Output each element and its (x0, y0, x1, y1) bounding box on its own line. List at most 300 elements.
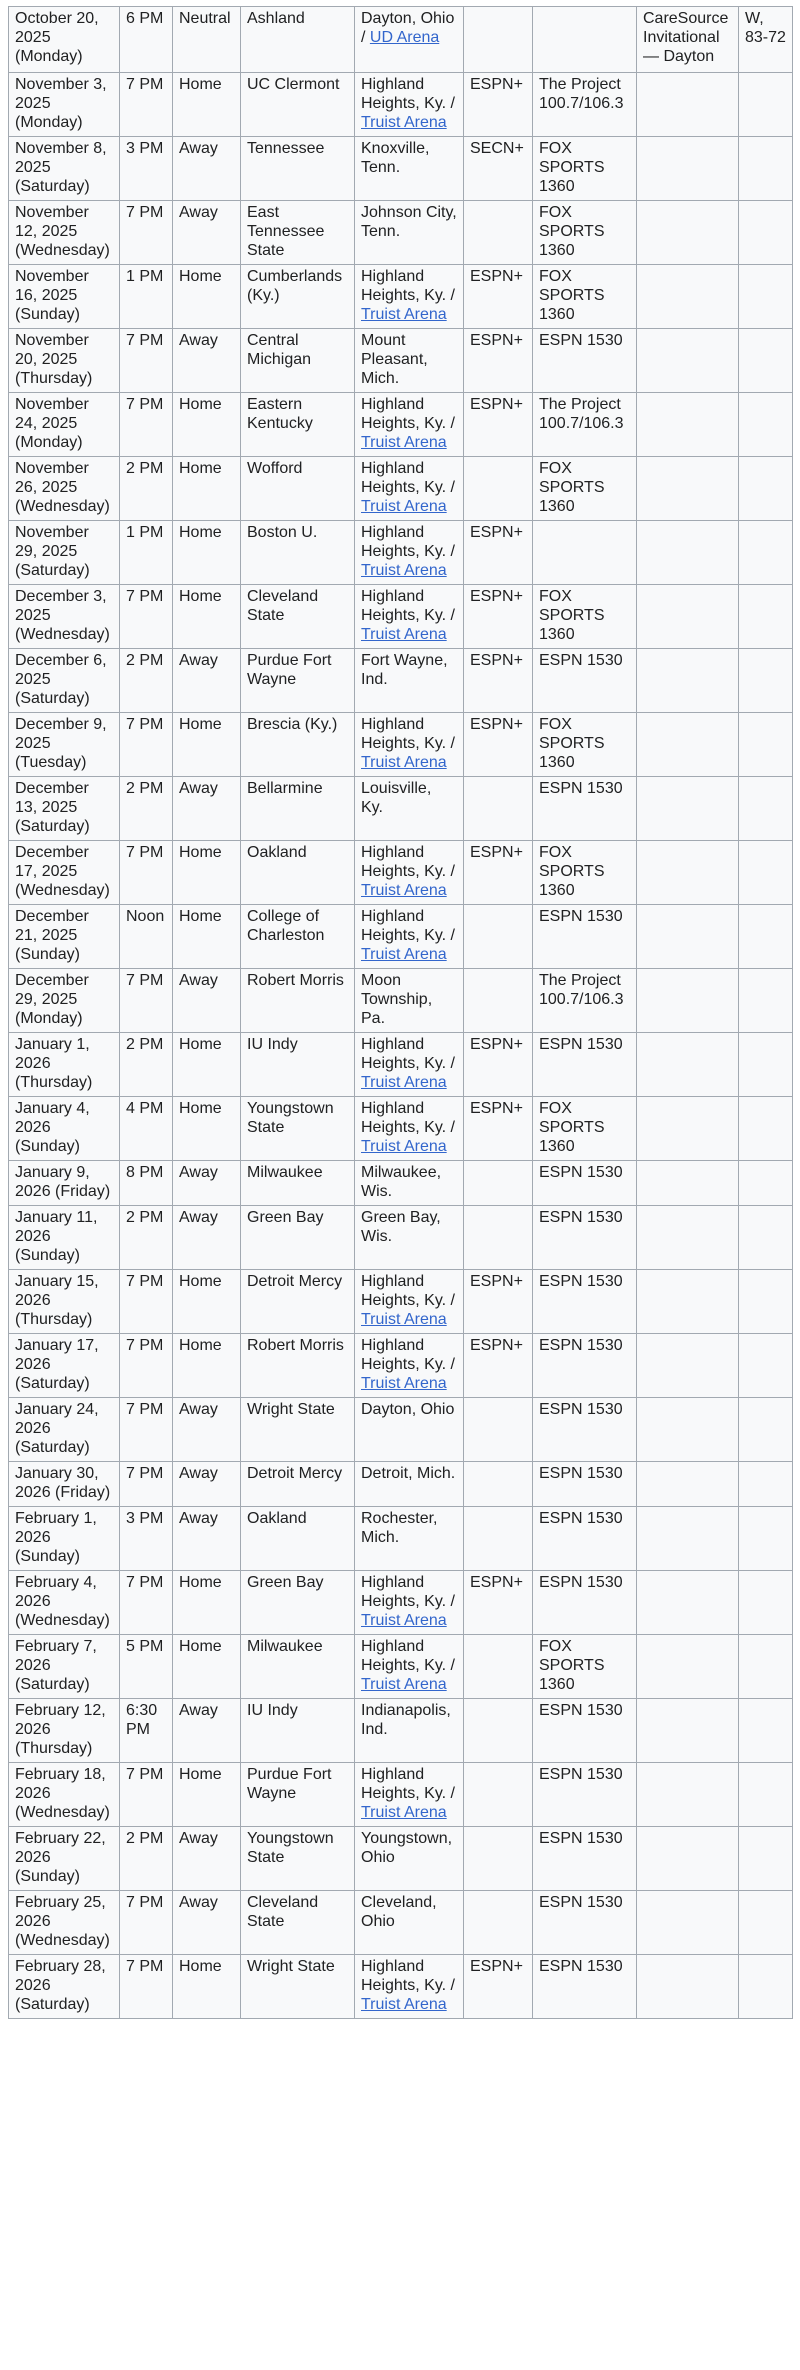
tv-network-cell: ESPN+ (464, 1033, 533, 1097)
game-date-cell: November 3, 2025 (Monday) (9, 73, 120, 137)
game-site-cell: Home (173, 1334, 241, 1398)
radio-station-cell: ESPN 1530 (533, 1891, 637, 1955)
result-cell (739, 1398, 793, 1462)
opponent-cell: College of Charleston (241, 905, 355, 969)
radio-station-cell: FOX SPORTS 1360 (533, 137, 637, 201)
location-text: Cleveland, Ohio (361, 1894, 437, 1930)
tv-network-cell: SECN+ (464, 137, 533, 201)
location-cell (355, 1699, 464, 1763)
arena-link[interactable]: Truist Arena (361, 1375, 447, 1392)
event-cell (637, 713, 739, 777)
result-cell (739, 1955, 793, 2019)
game-date-cell: November 26, 2025 (Wednesday) (9, 457, 120, 521)
location-cell (355, 1097, 464, 1161)
arena-link[interactable]: Truist Arena (361, 1676, 447, 1693)
location-cell (355, 841, 464, 905)
arena-link[interactable]: Truist Arena (361, 754, 447, 771)
tv-network-cell: ESPN+ (464, 841, 533, 905)
opponent-cell: Green Bay (241, 1206, 355, 1270)
opponent-cell: Cleveland State (241, 585, 355, 649)
arena-link[interactable]: Truist Arena (361, 1138, 447, 1155)
opponent-cell: Milwaukee (241, 1161, 355, 1206)
game-time-cell: Noon (120, 905, 173, 969)
game-time-cell: 7 PM (120, 1891, 173, 1955)
table-row (9, 1206, 793, 1270)
game-site-cell: Home (173, 841, 241, 905)
game-date-cell: January 1, 2026 (Thursday) (9, 1033, 120, 1097)
radio-station-cell (533, 7, 637, 73)
location-text: Highland Heights, Ky. / (361, 1766, 455, 1802)
radio-station-cell: FOX SPORTS 1360 (533, 1635, 637, 1699)
tv-network-cell (464, 1161, 533, 1206)
game-site-cell: Home (173, 265, 241, 329)
schedule-body (9, 7, 793, 2019)
location-cell (355, 905, 464, 969)
game-time-cell: 2 PM (120, 1827, 173, 1891)
radio-station-cell: ESPN 1530 (533, 1462, 637, 1507)
game-date-cell: February 22, 2026 (Sunday) (9, 1827, 120, 1891)
tv-network-cell: ESPN+ (464, 1334, 533, 1398)
game-date-cell: December 13, 2025 (Saturday) (9, 777, 120, 841)
event-cell (637, 521, 739, 585)
result-cell (739, 1161, 793, 1206)
location-text: Highland Heights, Ky. / (361, 1337, 455, 1373)
location-cell (355, 265, 464, 329)
event-cell (637, 1462, 739, 1507)
table-row (9, 7, 793, 73)
game-time-cell: 2 PM (120, 649, 173, 713)
game-date-cell: December 17, 2025 (Wednesday) (9, 841, 120, 905)
game-site-cell: Away (173, 329, 241, 393)
result-cell (739, 201, 793, 265)
arena-link[interactable]: Truist Arena (361, 946, 447, 963)
arena-link[interactable]: Truist Arena (361, 306, 447, 323)
table-row (9, 713, 793, 777)
result-cell (739, 1635, 793, 1699)
opponent-cell: Wofford (241, 457, 355, 521)
opponent-cell: Robert Morris (241, 1334, 355, 1398)
result-cell (739, 1033, 793, 1097)
result-cell (739, 521, 793, 585)
result-cell (739, 1891, 793, 1955)
game-site-cell: Away (173, 1827, 241, 1891)
game-date-cell: November 20, 2025 (Thursday) (9, 329, 120, 393)
tv-network-cell (464, 457, 533, 521)
event-cell (637, 137, 739, 201)
result-cell (739, 1206, 793, 1270)
location-text: Highland Heights, Ky. / (361, 76, 455, 112)
table-row (9, 1827, 793, 1891)
opponent-cell: Purdue Fort Wayne (241, 649, 355, 713)
table-row (9, 1955, 793, 2019)
event-cell (637, 585, 739, 649)
table-row (9, 1699, 793, 1763)
game-time-cell: 7 PM (120, 585, 173, 649)
location-cell (355, 7, 464, 73)
radio-station-cell: The Project 100.7/106.3 (533, 73, 637, 137)
event-cell (637, 265, 739, 329)
radio-station-cell: The Project 100.7/106.3 (533, 969, 637, 1033)
location-cell (355, 1161, 464, 1206)
location-cell (355, 201, 464, 265)
radio-station-cell: ESPN 1530 (533, 649, 637, 713)
location-cell (355, 1827, 464, 1891)
table-row (9, 265, 793, 329)
table-row (9, 1334, 793, 1398)
opponent-cell: Wright State (241, 1955, 355, 2019)
game-date-cell: December 6, 2025 (Saturday) (9, 649, 120, 713)
location-text: Highland Heights, Ky. / (361, 524, 455, 560)
event-cell (637, 1507, 739, 1571)
result-cell (739, 713, 793, 777)
arena-link[interactable]: Truist Arena (361, 882, 447, 899)
table-row (9, 201, 793, 265)
game-time-cell: 5 PM (120, 1635, 173, 1699)
tv-network-cell (464, 7, 533, 73)
tv-network-cell: ESPN+ (464, 713, 533, 777)
game-site-cell: Neutral (173, 7, 241, 73)
game-site-cell: Home (173, 393, 241, 457)
location-cell (355, 137, 464, 201)
location-text: Moon Township, Pa. (361, 972, 433, 1027)
location-text: Youngstown, Ohio (361, 1830, 453, 1866)
radio-station-cell (533, 521, 637, 585)
opponent-cell: Eastern Kentucky (241, 393, 355, 457)
result-cell (739, 1270, 793, 1334)
opponent-cell: East Tennessee State (241, 201, 355, 265)
game-date-cell: December 21, 2025 (Sunday) (9, 905, 120, 969)
game-time-cell: 8 PM (120, 1161, 173, 1206)
game-time-cell: 2 PM (120, 457, 173, 521)
table-row (9, 1161, 793, 1206)
table-row (9, 1571, 793, 1635)
location-text: Dayton, Ohio / (361, 10, 455, 46)
tv-network-cell: ESPN+ (464, 265, 533, 329)
game-site-cell: Home (173, 1571, 241, 1635)
event-cell (637, 905, 739, 969)
location-text: Milwaukee, Wis. (361, 1164, 442, 1200)
game-date-cell: January 30, 2026 (Friday) (9, 1462, 120, 1507)
radio-station-cell: ESPN 1530 (533, 1955, 637, 2019)
game-date-cell: February 7, 2026 (Saturday) (9, 1635, 120, 1699)
arena-link[interactable]: Truist Arena (361, 626, 447, 643)
opponent-cell: Cleveland State (241, 1891, 355, 1955)
location-text: Johnson City, Tenn. (361, 204, 457, 240)
game-site-cell: Away (173, 1462, 241, 1507)
table-row (9, 457, 793, 521)
game-time-cell: 7 PM (120, 329, 173, 393)
game-site-cell: Away (173, 1206, 241, 1270)
game-time-cell: 3 PM (120, 137, 173, 201)
game-site-cell: Away (173, 777, 241, 841)
opponent-cell: Central Michigan (241, 329, 355, 393)
game-date-cell: January 17, 2026 (Saturday) (9, 1334, 120, 1398)
table-row (9, 329, 793, 393)
tv-network-cell: ESPN+ (464, 329, 533, 393)
game-date-cell: February 18, 2026 (Wednesday) (9, 1763, 120, 1827)
game-time-cell: 2 PM (120, 1033, 173, 1097)
location-cell (355, 1206, 464, 1270)
location-cell (355, 457, 464, 521)
result-cell (739, 265, 793, 329)
game-time-cell: 7 PM (120, 201, 173, 265)
tv-network-cell (464, 1891, 533, 1955)
tv-network-cell: ESPN+ (464, 649, 533, 713)
game-date-cell: December 9, 2025 (Tuesday) (9, 713, 120, 777)
game-time-cell: 1 PM (120, 265, 173, 329)
location-text: Highland Heights, Ky. / (361, 1273, 455, 1309)
location-text: Highland Heights, Ky. / (361, 716, 455, 752)
opponent-cell: Wright State (241, 1398, 355, 1462)
event-cell (637, 649, 739, 713)
result-cell (739, 329, 793, 393)
table-row (9, 1270, 793, 1334)
game-time-cell: 2 PM (120, 1206, 173, 1270)
opponent-cell: Detroit Mercy (241, 1270, 355, 1334)
game-date-cell: November 24, 2025 (Monday) (9, 393, 120, 457)
game-site-cell: Away (173, 1507, 241, 1571)
result-cell: W, 83-72 (739, 7, 793, 73)
arena-link[interactable]: Truist Arena (361, 114, 447, 131)
opponent-cell: IU Indy (241, 1033, 355, 1097)
event-cell (637, 1206, 739, 1270)
opponent-cell: Brescia (Ky.) (241, 713, 355, 777)
location-text: Highland Heights, Ky. / (361, 268, 455, 304)
game-site-cell: Home (173, 1270, 241, 1334)
game-time-cell: 7 PM (120, 1398, 173, 1462)
arena-link[interactable]: Truist Arena (361, 562, 447, 579)
table-row (9, 905, 793, 969)
table-row (9, 393, 793, 457)
location-cell (355, 521, 464, 585)
game-date-cell: February 12, 2026 (Thursday) (9, 1699, 120, 1763)
game-site-cell: Home (173, 1033, 241, 1097)
game-site-cell: Away (173, 201, 241, 265)
game-date-cell: January 15, 2026 (Thursday) (9, 1270, 120, 1334)
arena-link[interactable]: Truist Arena (361, 1996, 447, 2013)
radio-station-cell: ESPN 1530 (533, 1827, 637, 1891)
game-time-cell: 6:30 PM (120, 1699, 173, 1763)
result-cell (739, 73, 793, 137)
game-time-cell: 7 PM (120, 969, 173, 1033)
arena-link[interactable]: Truist Arena (361, 1074, 447, 1091)
result-cell (739, 1507, 793, 1571)
opponent-cell: Green Bay (241, 1571, 355, 1635)
tv-network-cell (464, 969, 533, 1033)
game-date-cell: January 9, 2026 (Friday) (9, 1161, 120, 1206)
table-row (9, 969, 793, 1033)
location-cell (355, 1033, 464, 1097)
tv-network-cell (464, 1635, 533, 1699)
game-time-cell: 7 PM (120, 1571, 173, 1635)
location-cell (355, 649, 464, 713)
game-time-cell: 7 PM (120, 1334, 173, 1398)
radio-station-cell: ESPN 1530 (533, 905, 637, 969)
game-date-cell: November 8, 2025 (Saturday) (9, 137, 120, 201)
location-text: Highland Heights, Ky. / (361, 844, 455, 880)
location-text: Highland Heights, Ky. / (361, 460, 455, 496)
game-site-cell: Away (173, 649, 241, 713)
game-time-cell: 7 PM (120, 73, 173, 137)
location-cell (355, 393, 464, 457)
game-site-cell: Away (173, 969, 241, 1033)
table-row (9, 1507, 793, 1571)
table-row (9, 137, 793, 201)
table-row (9, 841, 793, 905)
game-site-cell: Home (173, 1097, 241, 1161)
table-row (9, 1891, 793, 1955)
game-time-cell: 2 PM (120, 777, 173, 841)
opponent-cell: Youngstown State (241, 1097, 355, 1161)
opponent-cell: Detroit Mercy (241, 1462, 355, 1507)
location-cell (355, 329, 464, 393)
opponent-cell: Ashland (241, 7, 355, 73)
game-site-cell: Away (173, 1699, 241, 1763)
location-cell (355, 713, 464, 777)
location-cell (355, 73, 464, 137)
game-date-cell: January 4, 2026 (Sunday) (9, 1097, 120, 1161)
table-row (9, 1033, 793, 1097)
game-time-cell: 7 PM (120, 393, 173, 457)
result-cell (739, 905, 793, 969)
location-cell (355, 1270, 464, 1334)
result-cell (739, 137, 793, 201)
table-row (9, 1398, 793, 1462)
location-text: Detroit, Mich. (361, 1465, 456, 1482)
event-cell (637, 1763, 739, 1827)
opponent-cell: UC Clermont (241, 73, 355, 137)
event-cell (637, 1270, 739, 1334)
tv-network-cell: ESPN+ (464, 73, 533, 137)
game-time-cell: 7 PM (120, 841, 173, 905)
event-cell (637, 201, 739, 265)
event-cell (637, 329, 739, 393)
location-text: Highland Heights, Ky. / (361, 1958, 455, 1994)
tv-network-cell (464, 1462, 533, 1507)
game-date-cell: November 12, 2025 (Wednesday) (9, 201, 120, 265)
game-time-cell: 7 PM (120, 1270, 173, 1334)
location-text: Dayton, Ohio (361, 1401, 455, 1418)
game-date-cell: February 4, 2026 (Wednesday) (9, 1571, 120, 1635)
opponent-cell: Robert Morris (241, 969, 355, 1033)
result-cell (739, 585, 793, 649)
location-cell (355, 585, 464, 649)
event-cell (637, 777, 739, 841)
location-text: Highland Heights, Ky. / (361, 396, 455, 432)
result-cell (739, 1097, 793, 1161)
location-cell (355, 1571, 464, 1635)
tv-network-cell (464, 201, 533, 265)
game-site-cell: Home (173, 457, 241, 521)
game-date-cell: February 25, 2026 (Wednesday) (9, 1891, 120, 1955)
event-cell (637, 1033, 739, 1097)
event-cell (637, 1827, 739, 1891)
tv-network-cell (464, 777, 533, 841)
table-row (9, 1763, 793, 1827)
opponent-cell: Milwaukee (241, 1635, 355, 1699)
tv-network-cell: ESPN+ (464, 393, 533, 457)
game-site-cell: Home (173, 521, 241, 585)
table-row (9, 521, 793, 585)
game-date-cell: November 29, 2025 (Saturday) (9, 521, 120, 585)
location-text: Indianapolis, Ind. (361, 1702, 451, 1738)
radio-station-cell: FOX SPORTS 1360 (533, 585, 637, 649)
radio-station-cell: ESPN 1530 (533, 329, 637, 393)
event-cell (637, 393, 739, 457)
radio-station-cell: ESPN 1530 (533, 1334, 637, 1398)
tv-network-cell: ESPN+ (464, 1270, 533, 1334)
location-text: Highland Heights, Ky. / (361, 1574, 455, 1610)
arena-link[interactable]: Truist Arena (361, 434, 447, 451)
opponent-cell: IU Indy (241, 1699, 355, 1763)
event-cell (637, 1891, 739, 1955)
tv-network-cell (464, 1206, 533, 1270)
location-cell (355, 1763, 464, 1827)
game-date-cell: December 29, 2025 (Monday) (9, 969, 120, 1033)
radio-station-cell: ESPN 1530 (533, 1270, 637, 1334)
tv-network-cell (464, 1699, 533, 1763)
tv-network-cell (464, 1507, 533, 1571)
event-cell (637, 1699, 739, 1763)
radio-station-cell: ESPN 1530 (533, 1571, 637, 1635)
result-cell (739, 969, 793, 1033)
arena-link[interactable]: Truist Arena (361, 1311, 447, 1328)
tv-network-cell (464, 1763, 533, 1827)
event-cell (637, 1097, 739, 1161)
game-site-cell: Away (173, 1398, 241, 1462)
arena-link[interactable]: Truist Arena (361, 1612, 447, 1629)
result-cell (739, 1571, 793, 1635)
arena-link[interactable]: UD Arena (369, 29, 440, 46)
event-cell: CareSource Invitational — Dayton (637, 7, 739, 73)
opponent-cell: Oakland (241, 841, 355, 905)
result-cell (739, 1827, 793, 1891)
opponent-cell: Purdue Fort Wayne (241, 1763, 355, 1827)
game-site-cell: Away (173, 1891, 241, 1955)
arena-link[interactable]: Truist Arena (361, 1804, 447, 1821)
location-text: Highland Heights, Ky. / (361, 588, 455, 624)
tv-network-cell (464, 905, 533, 969)
game-site-cell: Home (173, 1635, 241, 1699)
table-row (9, 1462, 793, 1507)
radio-station-cell: ESPN 1530 (533, 777, 637, 841)
location-text: Highland Heights, Ky. / (361, 908, 455, 944)
event-cell (637, 841, 739, 905)
location-text: Highland Heights, Ky. / (361, 1036, 455, 1072)
game-site-cell: Home (173, 73, 241, 137)
location-cell (355, 1891, 464, 1955)
location-text: Highland Heights, Ky. / (361, 1100, 455, 1136)
event-cell (637, 1398, 739, 1462)
game-date-cell: January 11, 2026 (Sunday) (9, 1206, 120, 1270)
table-row (9, 585, 793, 649)
location-text: Louisville, Ky. (361, 780, 432, 816)
game-date-cell: February 1, 2026 (Sunday) (9, 1507, 120, 1571)
tv-network-cell (464, 1398, 533, 1462)
location-cell (355, 969, 464, 1033)
result-cell (739, 1763, 793, 1827)
event-cell (637, 73, 739, 137)
opponent-cell: Tennessee (241, 137, 355, 201)
radio-station-cell: FOX SPORTS 1360 (533, 201, 637, 265)
arena-link[interactable]: Truist Arena (361, 498, 447, 515)
radio-station-cell: ESPN 1530 (533, 1161, 637, 1206)
location-text: Green Bay, Wis. (361, 1209, 441, 1245)
table-row (9, 1097, 793, 1161)
location-text: Mount Pleasant, Mich. (361, 332, 428, 387)
result-cell (739, 457, 793, 521)
location-cell (355, 777, 464, 841)
